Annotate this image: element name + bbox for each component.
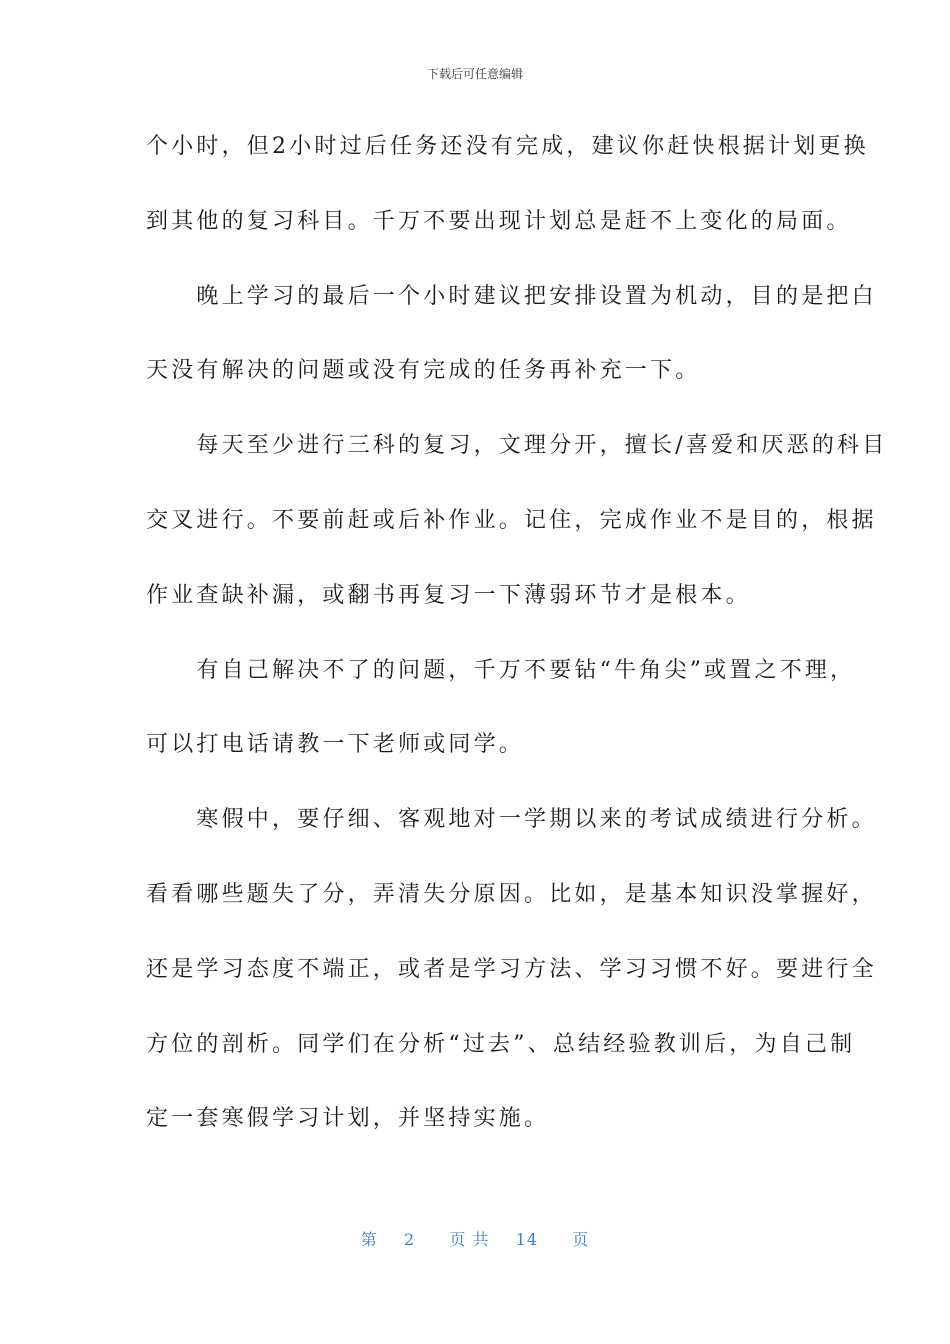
text-line: 方位的剖析。同学们在分析“过去”、总结经验教训后，为自己制: [146, 1031, 856, 1057]
text-line: 交叉进行。不要前赶或后补作业。记住，完成作业不是目的，根据: [146, 507, 877, 533]
footer-suffix: 页: [572, 1230, 590, 1249]
text-line: 寒假中，要仔细、客观地对一学期以来的考试成绩进行分析。: [146, 807, 877, 833]
current-page-number: 2: [403, 1230, 416, 1249]
text-line: 还是学习态度不端正，或者是学习方法、学习习惯不好。要进行全: [146, 956, 877, 982]
text-line: 到其他的复习科目。千万不要出现计划总是赶不上变化的局面。: [146, 208, 852, 234]
text-line: 有自己解决不了的问题，千万不要钻“牛角尖”或置之不理，: [146, 657, 856, 683]
text-line: 看看哪些题失了分，弄清失分原因。比如，是基本知识没掌握好，: [146, 881, 877, 907]
footer-prefix: 第: [360, 1230, 378, 1249]
text-line: 定一套寒假学习计划，并坚持实施。: [146, 1106, 550, 1132]
text-line: 天没有解决的问题或没有完成的任务再补充一下。: [146, 358, 701, 384]
text-line: 可以打电话请教一下老师或同学。: [146, 732, 525, 758]
page-footer: [0, 1230, 950, 1250]
total-page-number: 14: [515, 1230, 538, 1249]
text-line: 个小时，但2小时过后任务还没有完成，建议你赶快根据计划更换: [146, 134, 869, 159]
text-line: 作业查缺补漏，或翻书再复习一下薄弱环节才是根本。: [146, 582, 751, 608]
header-text: 下载后可任意编辑: [426, 67, 523, 81]
page-header: [0, 66, 950, 82]
text-line: 晚上学习的最后一个小时建议把安排设置为机动，目的是把白: [146, 283, 877, 309]
document-body: [146, 128, 888, 1175]
footer-middle: 页 共: [449, 1230, 490, 1249]
text-line: 每天至少进行三科的复习，文理分开，擅长/喜爱和厌恶的科目: [146, 433, 888, 459]
